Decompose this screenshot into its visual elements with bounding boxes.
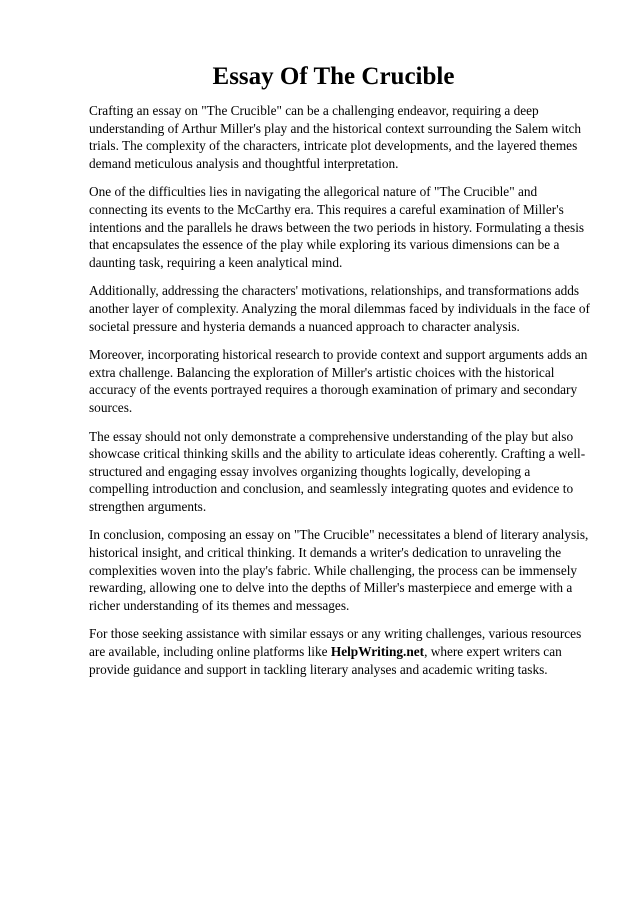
paragraph-critical-thinking: The essay should not only demonstrate a comprehensive understanding of the play but also showcase critical thinking skills and the ability to articulate ideas coherently. Crafting a well-structured and engaging essay involves organizing thoughts logically, developing a compelling introduction and conclusion, and seamlessly integrating quotes and evidence to strengthen arguments. bbox=[89, 428, 586, 514]
paragraph-historical-research: Moreover, incorporating historical research to provide context and support arguments adds an extra challenge. Balancing the exploration of Miller's artistic choices with the historical accuracy of the events portrayed requires a thorough examination of primary and secondary sources. bbox=[89, 347, 588, 415]
paragraph-closing bbox=[89, 625, 592, 678]
closing-text-after: , where expert writers can provide guidance and support in tackling literary analyses and academic writing tasks. bbox=[89, 644, 562, 677]
paragraph-characters: Additionally, addressing the characters' motivations, relationships, and transformations adds another layer of complexity. Analyzing the moral dilemmas faced by individuals in the face of societal pressure and hysteria demands a nuanced approach to character analysis. bbox=[89, 283, 590, 334]
closing-text-before: For those seeking assistance with similar essays or any writing challenges, various resources are available, including online platforms like bbox=[89, 626, 582, 660]
document-title: Essay Of The Crucible bbox=[212, 63, 455, 90]
paragraph-allegory: One of the difficulties lies in navigating the allegorical nature of "The Crucible" and connecting its events to the McCarthy era. This requires a careful examination of Miller's intentions and the parallels he draws between the two periods in history. Formulating a thesis that encapsulates the essence of the play while exploring its various dimensions can be a daunting task, requiring a keen analytical mind. bbox=[89, 184, 585, 270]
helpwriting-link[interactable]: HelpWriting.net bbox=[330, 644, 425, 660]
paragraph-intro: Crafting an essay on "The Crucible" can be a challenging endeavor, requiring a deep understanding of Arthur Miller's play and the historical context surrounding the Salem witch trials. The complexity of the characters, intricate plot developments, and the layered themes demand meticulous analysis and thoughtful interpretation. bbox=[89, 103, 582, 171]
paragraph-conclusion: In conclusion, composing an essay on "The Crucible" necessitates a blend of literary analysis, historical insight, and critical thinking. It demands a writer's dedication to unraveling the complexities woven into the play's fabric. While challenging, the process can be immensely rewarding, allowing one to delve into the depths of Miller's masterpiece and emerge with a richer understanding of its themes and messages. bbox=[89, 527, 589, 613]
